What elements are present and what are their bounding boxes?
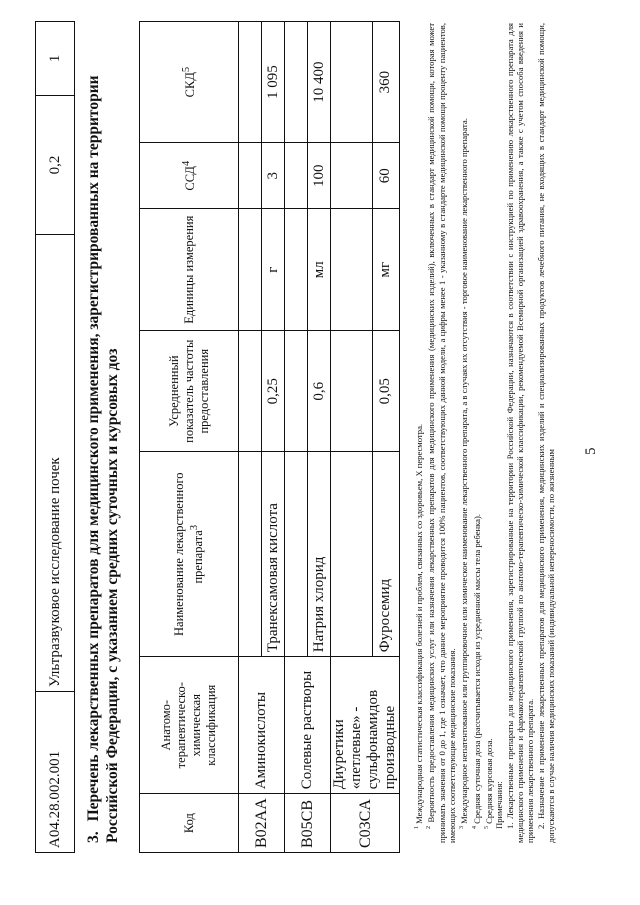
drug-sdd: 100 [308, 143, 331, 209]
header-sdd-sup: 4 [181, 160, 193, 167]
header-atc: Анатомо-терапевтическо-химическая классификация [140, 657, 239, 794]
drug-name: Транексамовая кислота [262, 452, 285, 657]
table-row [239, 22, 262, 853]
footnote-1: $^1$ Международная статистическая классификация болезней и проблем, связанных со здоровьем, X пересмотра. [413, 423, 424, 829]
drug-frequency: 0,05 [372, 331, 399, 452]
table-row [285, 22, 308, 853]
footnote-4: $^4$ Средняя суточная доза (рассчитывается исходя из усредненной массы тела ребенка). [471, 513, 482, 829]
drug-table-header [140, 22, 239, 853]
table-row [331, 22, 373, 853]
drug-unit: мг [372, 209, 399, 331]
group-atc: Аминокислоты [239, 657, 285, 794]
drug-frequency: 0,25 [262, 331, 285, 452]
group-atc: Солевые растворы [285, 657, 331, 794]
header-drug: Наименование лекарственного препарата$^3$ [140, 452, 239, 657]
header-sdd: ССД$^4$ [140, 143, 239, 209]
drug-skd: 10 400 [308, 22, 331, 143]
service-name: Ультразвуковое исследование почек [36, 235, 75, 692]
drug-sdd: 60 [372, 143, 399, 209]
header-code: Код [140, 794, 239, 853]
drug-table [139, 21, 400, 853]
drug-frequency: 0,6 [308, 331, 331, 452]
drug-name: Фуросемид [372, 452, 399, 657]
footnotes [412, 23, 557, 843]
footnote-2: $^2$ Вероятность предоставления медицинских услуг или назначения лекарственных препаратов для медицинского применения (медицинских изделий), включенных в стандарт медицинской помощи, которая может принимать значения от 0 до 1, где 1 означает, что данное мероприятие проводится 100% пациентов, соответствующих данной модели, а цифры менее 1 - указанному в стандарте медицинской помощи проценту пациентов, имеющих соответствующие медицинские показания. [426, 23, 457, 843]
section-number: 3. [85, 831, 102, 843]
notes-title: Примечания: [494, 781, 505, 829]
header-frequency: Усредненный показатель частоты предоставления [140, 331, 239, 452]
header-skd-sup: 5 [181, 66, 193, 73]
section-title: Перечень лекарственных препаратов для медицинского применения, зарегистрированных на территории Российской Федерации, с указанием средних суточных и курсовых доз [85, 75, 121, 843]
drug-sdd: 3 [262, 143, 285, 209]
table-row [36, 22, 75, 853]
footnote-3: $^3$ Международное непатентованное или группировочное или химическое наименование лекарственного препарата, а в случаях их отсутствия - торговое наименование лекарственного препарата. [459, 118, 470, 829]
page-number: 5 [583, 447, 599, 455]
service-code: A04.28.002.001 [36, 692, 75, 853]
services-table-tail [35, 21, 75, 853]
drug-skd: 1 095 [262, 22, 285, 143]
header-drug-sup: 3 [188, 524, 200, 531]
service-frequency: 0,2 [36, 96, 75, 235]
section-heading [84, 23, 122, 843]
drug-unit: мл [308, 209, 331, 331]
group-code: C03CA [331, 794, 400, 853]
group-atc: Диуретики «петлевые» - сульфонамидов производные [331, 657, 400, 794]
footnote-5: $^5$ Средняя курсовая доза. [483, 738, 494, 829]
note-2: 2. Назначение и применение лекарственных препаратов для медицинского применения, медицинских изделий и специализированных продуктов лечебного питания, не входящих в стандарт медицинской помощи, допускаются в случае наличия медицинских показаний (индивидуальной непереносимости, по жизненным [535, 23, 557, 843]
drug-skd: 360 [372, 22, 399, 143]
header-unit: Единицы измерения [140, 209, 239, 331]
drug-name: Натрия хлорид [308, 452, 331, 657]
drug-unit: г [262, 209, 285, 331]
group-code: B05CB [285, 794, 331, 853]
service-multiplicity: 1 [36, 22, 75, 96]
header-skd: СКД$^5$ [140, 22, 239, 143]
group-code: B02AA [239, 794, 285, 853]
note-1: 1. Лекарственные препараты для медицинского применения, зарегистрированные на территории Российской Федерации, назначаются в соответствии с инструкцией по применению лекарственного препарата для медицинского применения и фармакотерапевтической группой по анатомо-терапевтическо-химической классификации, рекомендуемой Всемирной организацией здравоохранения, а также с учетом способа введения и применения лекарственного препарата. [504, 23, 536, 843]
